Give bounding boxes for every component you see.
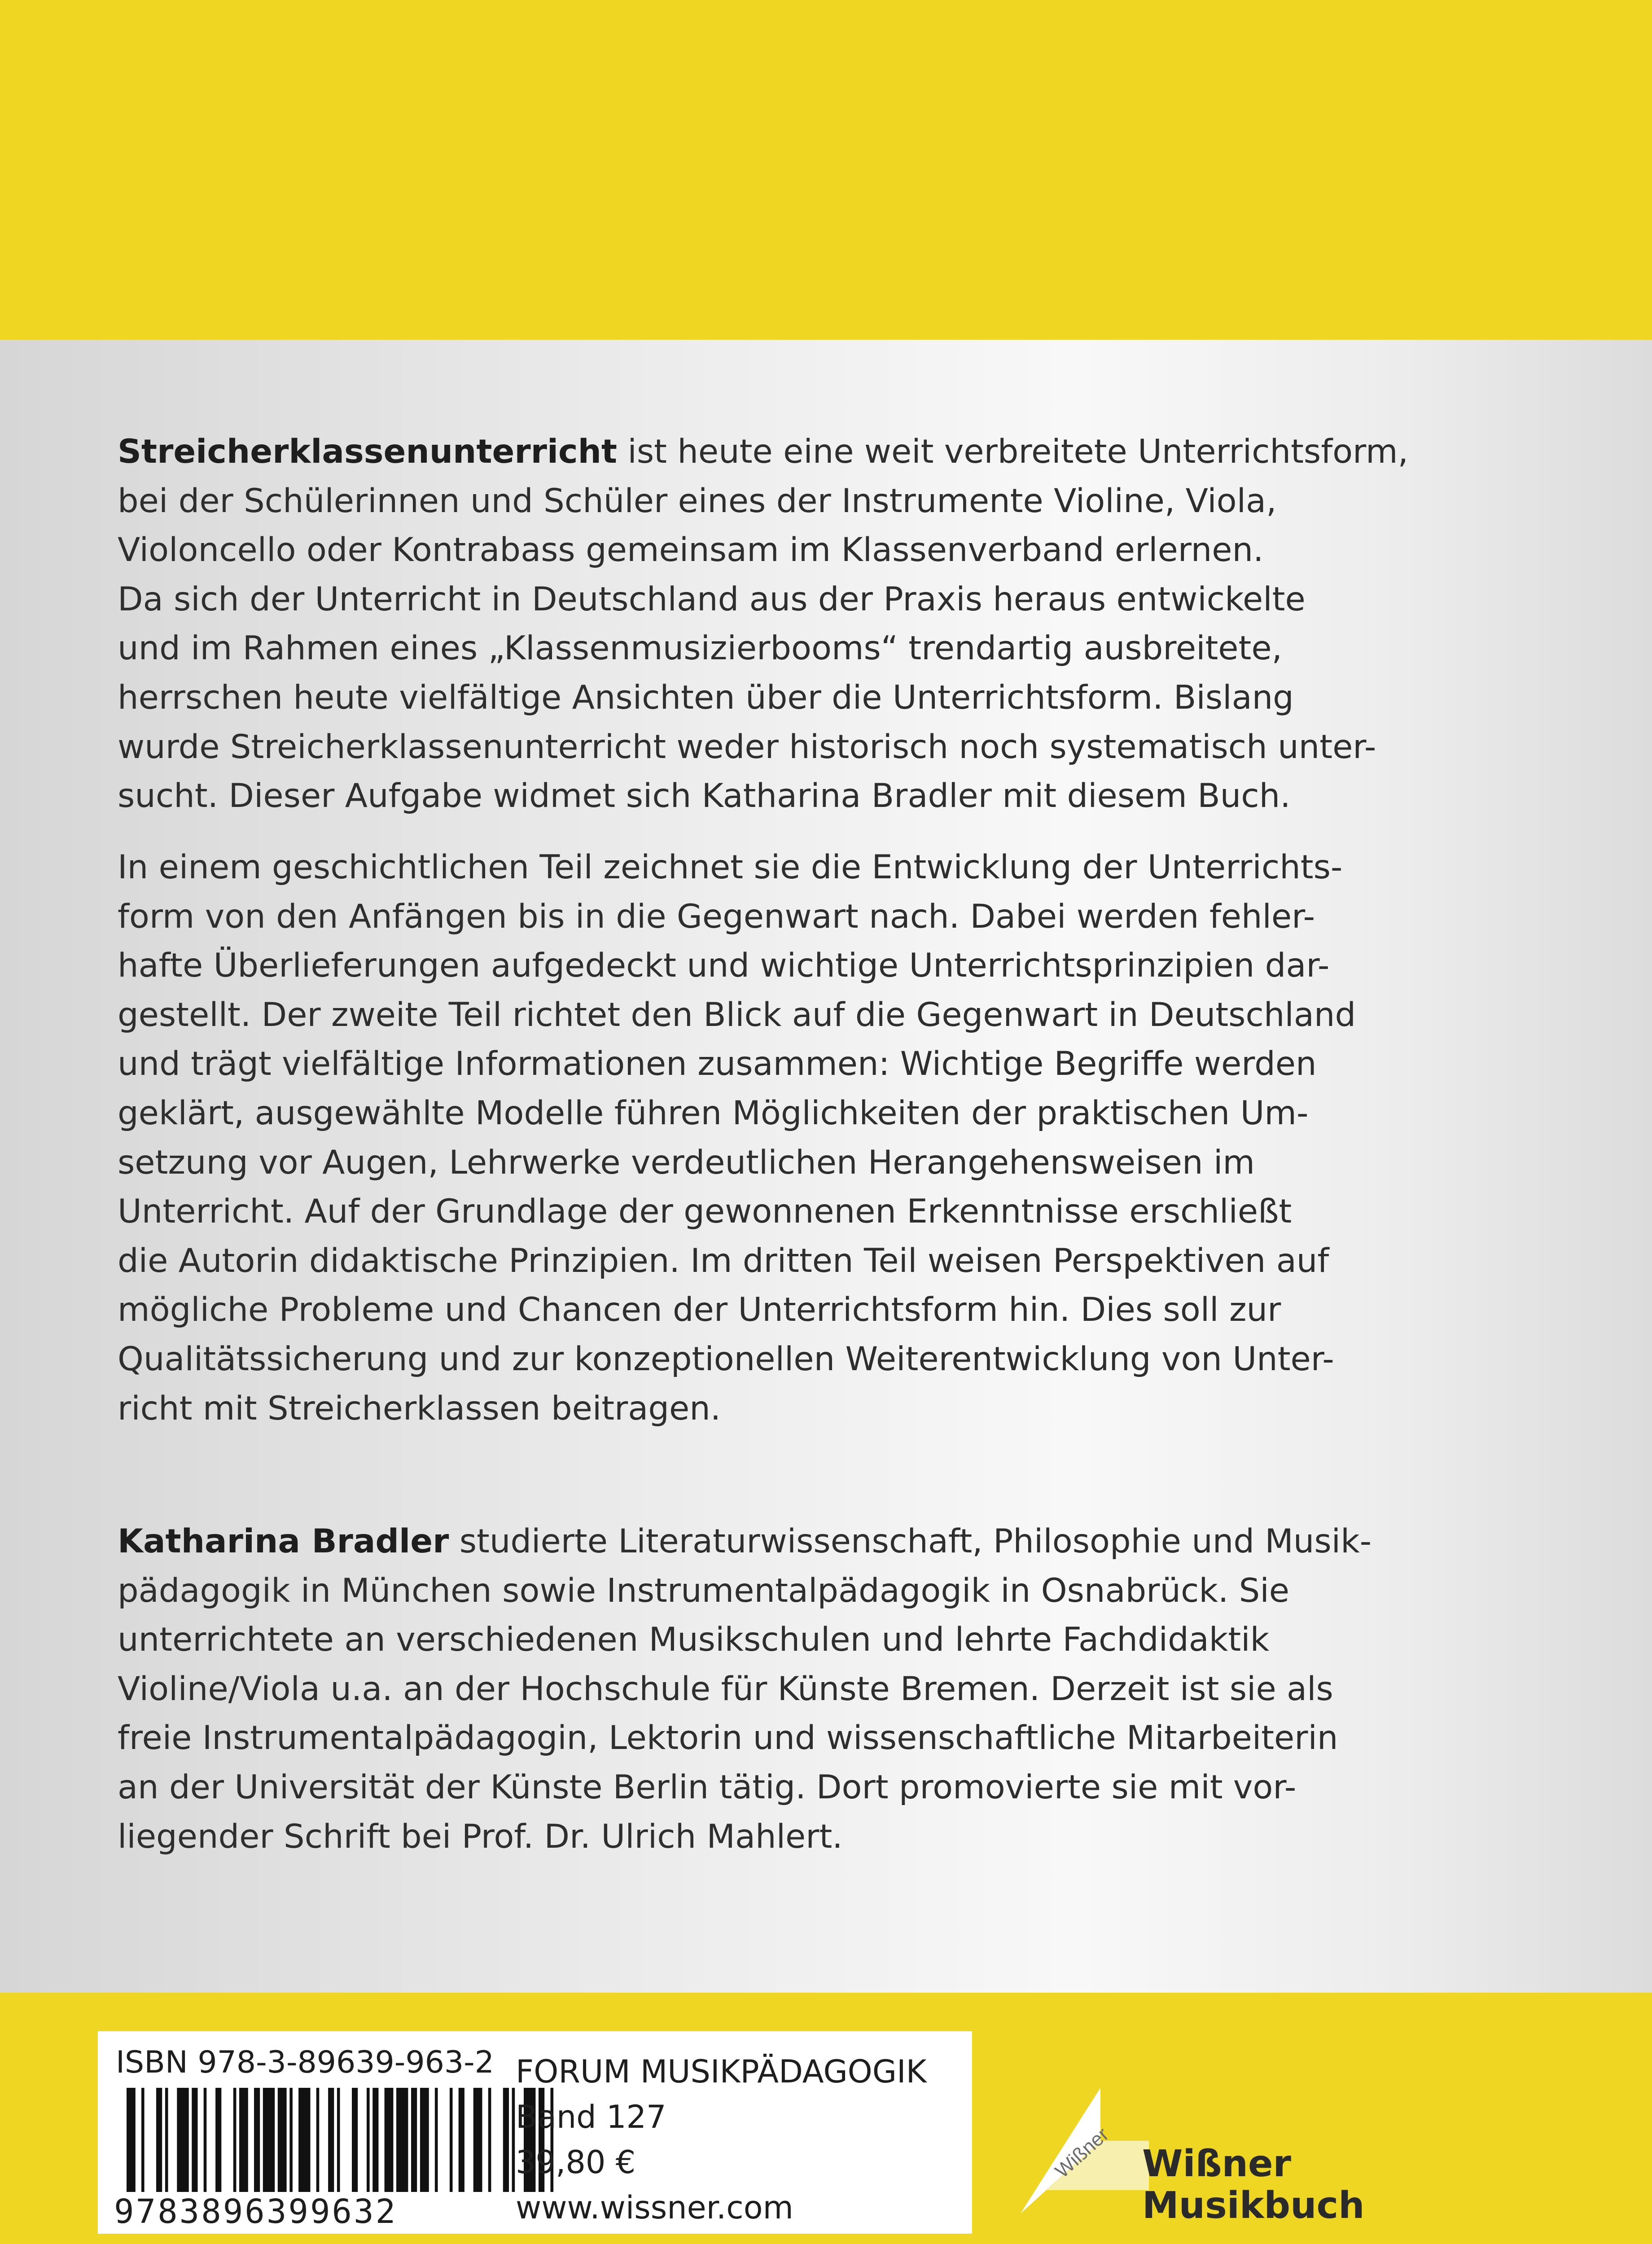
price-label [98,2031,972,2234]
barcode-bar [372,2088,378,2192]
isbn-text: ISBN 978-3-89639-963-2 [116,2045,494,2080]
series-title: FORUM MUSIKPÄDAGOGIK [516,2053,927,2090]
text-line: form von den Anfängen bis in die Gegenwart nach. Dabei werden fehler- [118,897,1315,936]
book-info [516,2049,964,2231]
barcode-bar [385,2088,394,2192]
description-paragraph-1: Streicherklassenunterricht ist heute eine weit verbreitete Unterrichtsform, bei der Schülerinnen und Schüler eines der Instrumente Violine, Viola, Violoncello oder Kontrabass gemeinsam im Klassenverband erlernen. Da sich der Unterricht in Deutschland aus der Praxis heraus entwickelte und im Rahmen eines „Klassenmusizierbooms“ trendartig ausbreitete, herrschen heute vielfältige Ansichten über die Unterrichtsform. Bislang wurde Streicherklassenunterricht weder historisch noch systematisch unter- sucht. Dieser Aufgabe widmet sich Katharina Bradler mit diesem Buch. [118,427,1329,821]
barcode-bar [367,2088,370,2192]
text-line: setzung vor Augen, Lehrwerke verdeutlichen Herangehensweisen im [118,1143,1255,1182]
text-line: sucht. Dieser Aufgabe widmet sich Katharina Bradler mit diesem Buch. [118,777,1291,815]
barcode-bar [239,2088,248,2192]
barcode-bar [316,2088,320,2192]
publisher-logo-icon [1019,2087,1153,2222]
barcode-bar [503,2088,509,2192]
text-line: und trägt vielfältige Informationen zusammen: Wichtige Begriffe werden [118,1045,1317,1083]
barcode-bar [328,2088,334,2192]
barcode-bar [254,2088,260,2192]
barcode-bar [488,2088,491,2192]
barcode-bar [512,2088,515,2192]
text-line: Unterricht. Auf der Grundlage der gewonnenen Erkenntnisse erschließt [118,1192,1292,1231]
barcode-bar [156,2088,162,2192]
website-link: www.wissner.com [516,2189,793,2226]
text-line: wurde Streicherklassenunterricht weder historisch noch systematisch unter- [118,728,1376,766]
barcode-bar [352,2088,358,2192]
text-line: freie Instrumentalpädagogin, Lektorin und wissenschaftliche Mitarbeiterin [118,1719,1338,1758]
top-yellow-band [0,0,1652,340]
author-name: Katharina Bradler [118,1522,449,1560]
barcode-bar [459,2088,464,2192]
barcode-bar [215,2088,221,2192]
barcode-bar [420,2088,429,2192]
barcode-bar [289,2088,293,2192]
barcode-bar [204,2088,207,2192]
volume-number: Band 127 [516,2099,666,2135]
text-line: liegender Schrift bei Prof. Dr. Ulrich Mahlert. [118,1817,843,1856]
text-line: Da sich der Unterricht in Deutschland aus der Praxis heraus entwickelte [118,580,1306,618]
barcode-bar [278,2088,287,2192]
text-line: In einem geschichtlichen Teil zeichnet sie die Entwicklung der Unterrichts- [118,848,1343,886]
description-paragraph-2 [118,843,1356,1433]
text-line: gestellt. Der zweite Teil richtet den Blick auf die Gegenwart in Deutschland [118,995,1356,1034]
text-line: bei der Schülerinnen und Schüler eines der Instrumente Violine, Viola, [118,482,1277,520]
text-line: mögliche Probleme und Chancen der Unterrichtsform hin. Dies soll zur [118,1291,1281,1329]
barcode-bar [192,2088,197,2192]
barcode-bar [435,2088,438,2192]
text-line: hafte Überlieferungen aufgedeckt und wichtige Unterrichtsprinzipien dar- [118,947,1330,985]
barcode-bar [165,2088,168,2192]
barcode-bar [127,2088,136,2192]
text-line: die Autorin didaktische Prinzipien. Im dritten Teil weisen Perspektiven auf [118,1241,1329,1280]
barcode-bar [396,2088,408,2192]
text-line: und im Rahmen eines „Klassenmusizierbooms“ trendartig ausbreitete, [118,629,1282,668]
price: 39,80 € [516,2144,636,2181]
text-line: an der Universität der Künste Berlin tätig. Dort promovierte sie mit vor- [118,1768,1297,1806]
barcode-bar [337,2088,340,2192]
barcode-bar [298,2088,310,2192]
text-line: Qualitätssicherung und zur konzeptionellen Weiterentwicklung von Unter- [118,1340,1334,1378]
text-line: herrschen heute vielfältige Ansichten über die Unterrichtsform. Bislang [118,678,1294,717]
barcode-bar [263,2088,275,2192]
text-line: unterrichtete an verschiedenen Musikschulen und lehrte Fachdidaktik [118,1621,1270,1659]
text-line: richt mit Streicherklassen beitragen. [118,1389,721,1428]
barcode-bar [177,2088,188,2192]
barcode-bar [473,2088,482,2192]
barcode-bar [411,2088,417,2192]
text-line: Violine/Viola u.a. an der Hochschule für Künste Bremen. Derzeit ist sie als [118,1670,1333,1708]
lead-term: Streicherklassenunterricht [118,433,618,471]
barcode-digits: 9783896399632 [114,2192,398,2231]
barcode-bar [450,2088,453,2192]
barcode-icon [127,2088,555,2192]
publisher-logo-text: Wißner [1051,2123,1113,2183]
text-line: Violoncello oder Kontrabass gemeinsam im Klassenverband erlernen. [118,531,1264,570]
barcode-bar [233,2088,237,2192]
text-line: pädagogik in München sowie Instrumentalpädagogik in Osnabrück. Sie [118,1571,1289,1610]
author-bio: Katharina Bradler studierte Literaturwissenschaft, Philosophie und Musik- pädagogik in München sowie Instrumentalpädagogik in Osnabrück. Sie unterrichtete an verschiedenen Musikschulen und lehrte Fachdidaktik Violine/Viola u.a. an der Hochschule für Künste Bremen. Derzeit ist sie als freie Instrumentalpädagogin, Lektorin und wissenschaftliche Mitarbeiterin an der Universität der Künste Berlin tätig. Dort promovierte sie mit vor- liegender Schrift bei Prof. Dr. Ulrich Mahlert. [118,1517,1329,1861]
text-line: geklärt, ausgewählte Modelle führen Möglichkeiten der praktischen Um- [118,1094,1309,1132]
barcode-bar [141,2088,145,2192]
publisher-name: Wißner Musikbuch [1142,2143,1365,2227]
